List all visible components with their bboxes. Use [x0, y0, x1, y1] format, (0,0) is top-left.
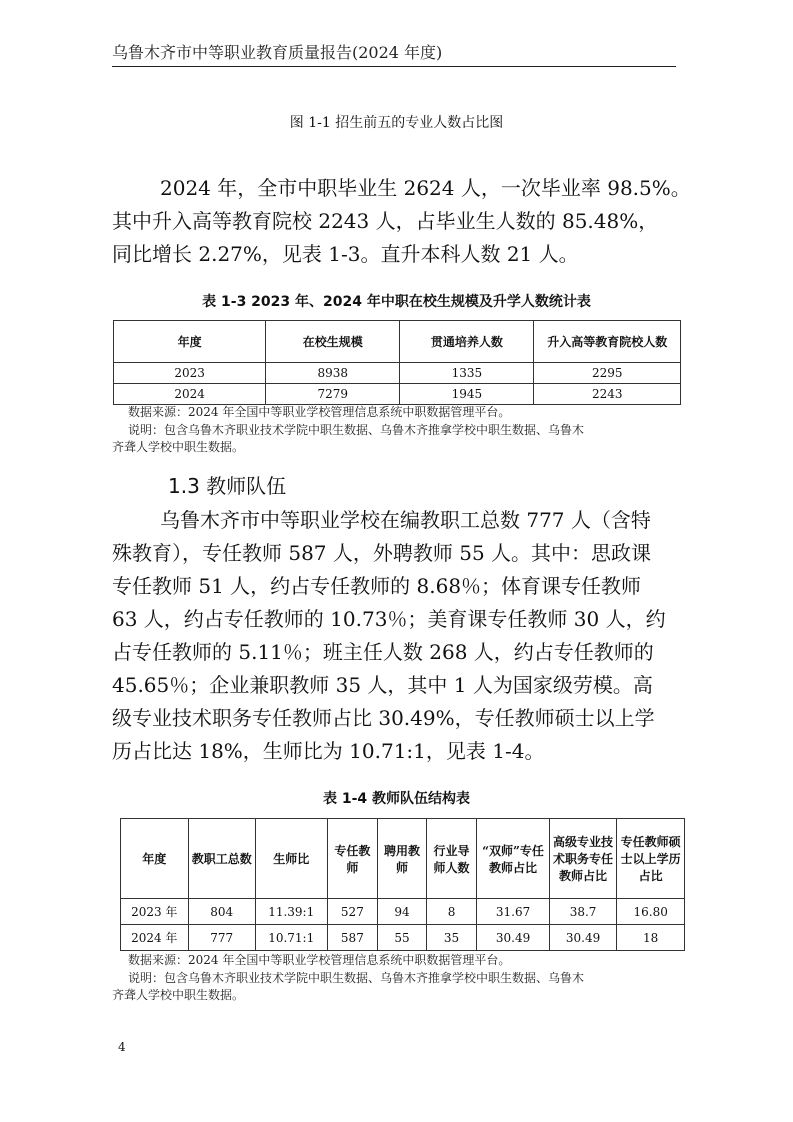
- note-line: 说明：包含乌鲁木齐职业技术学院中职生数据、乌鲁木齐推拿学校中职生数据、乌鲁木: [128, 971, 585, 985]
- cell: 587: [327, 925, 378, 951]
- table-row: [114, 363, 681, 384]
- cell: 11.39:1: [255, 899, 327, 925]
- col-header-higher-education: 升入高等教育院校人数: [534, 321, 681, 363]
- col-header-masters-degree: 专任教师硕士以上学历占比: [617, 819, 685, 899]
- table-row: [121, 899, 685, 925]
- cell: 7279: [266, 384, 400, 405]
- table-row: [121, 925, 685, 951]
- cell: 2243: [534, 384, 681, 405]
- col-header-dual-teachers: “双师”专任教师占比: [477, 819, 549, 899]
- cell: 527: [327, 899, 378, 925]
- paragraph-line: 级专业技术职务专任教师占比 30.49%，专任教师硕士以上学: [112, 706, 655, 730]
- cell: 2295: [534, 363, 681, 384]
- table-1-4-title: 表 1-4 教师队伍结构表: [322, 791, 471, 807]
- note-line: 齐聋人学校中职生数据。: [112, 988, 245, 1002]
- table-header-row: [114, 321, 681, 363]
- cell: 94: [378, 899, 427, 925]
- table-1-3-title: 表 1-3 2023 年、2024 年中职在校生规模及升学人数统计表: [202, 294, 591, 310]
- col-header-senior-title: 高级专业技术职务专任教师占比: [549, 819, 617, 899]
- col-header-through-training: 贯通培养人数: [400, 321, 534, 363]
- cell: 2024: [114, 384, 266, 405]
- table-1-3-source: 数据来源：2024 年全国中等职业学校管理信息系统中职数据管理平台。: [128, 405, 511, 419]
- col-header-full-time-teachers: 专任教师: [327, 819, 378, 899]
- cell: 777: [188, 925, 255, 951]
- cell: 38.7: [549, 899, 617, 925]
- col-header-year: 年度: [121, 819, 189, 899]
- section-heading: 1.3 教师队伍: [168, 474, 287, 498]
- col-header-year: 年度: [114, 321, 266, 363]
- col-header-staff-total: 教职工总数: [188, 819, 255, 899]
- paragraph-line: 专任教师 51 人，约占专任教师的 8.68％；体育课专任教师: [112, 574, 642, 598]
- cell: 8: [426, 899, 477, 925]
- figure-caption: 图 1-1 招生前五的专业人数占比图: [289, 115, 504, 131]
- paragraph-line: 乌鲁木齐市中等职业学校在编教职工总数 777 人（含特: [160, 508, 651, 532]
- cell: 804: [188, 899, 255, 925]
- cell: 31.67: [477, 899, 549, 925]
- paragraph-line: 其中升入高等教育院校 2243 人，占毕业生人数的 85.48%，: [112, 209, 659, 233]
- cell: 10.71:1: [255, 925, 327, 951]
- cell: 35: [426, 925, 477, 951]
- table-1-4: [120, 818, 685, 951]
- paragraph-line: 63 人，约占专任教师的 10.73％；美育课专任教师 30 人，约: [112, 607, 666, 631]
- cell: 1335: [400, 363, 534, 384]
- cell: 2023 年: [121, 899, 189, 925]
- paragraph-line: 殊教育），专任教师 587 人，外聘教师 55 人。其中：思政课: [112, 541, 652, 565]
- col-header-industry-mentors: 行业导师人数: [426, 819, 477, 899]
- graduation-paragraph: [112, 172, 691, 271]
- header-divider: [112, 66, 676, 67]
- cell: 2024 年: [121, 925, 189, 951]
- table-1-4-source: 数据来源：2024 年全国中等职业学校管理信息系统中职数据管理平台。: [128, 953, 511, 967]
- col-header-hired-teachers: 聘用教师: [378, 819, 427, 899]
- note-line: 说明：包含乌鲁木齐职业技术学院中职生数据、乌鲁木齐推拿学校中职生数据、乌鲁木: [128, 423, 585, 437]
- paragraph-line: 占专任教师的 5.11％；班主任人数 268 人，约占专任教师的: [112, 640, 654, 664]
- page-number: 4: [118, 1040, 126, 1054]
- cell: 1945: [400, 384, 534, 405]
- cell: 2023: [114, 363, 266, 384]
- running-header: 乌鲁木齐市中等职业教育质量报告(2024 年度): [112, 43, 443, 62]
- paragraph-line: 2024 年，全市中职毕业生 2624 人，一次毕业率 98.5%。: [160, 176, 691, 200]
- table-1-3-note: [112, 422, 681, 456]
- cell: 16.80: [617, 899, 685, 925]
- table-1-3: [113, 320, 681, 405]
- cell: 18: [617, 925, 685, 951]
- col-header-enrollment: 在校生规模: [266, 321, 400, 363]
- col-header-student-teacher-ratio: 生师比: [255, 819, 327, 899]
- table-header-row: [121, 819, 685, 899]
- paragraph-line: 同比增长 2.27%，见表 1-3。直升本科人数 21 人。: [112, 242, 579, 266]
- cell: 55: [378, 925, 427, 951]
- teacher-paragraph: [112, 504, 681, 768]
- cell: 8938: [266, 363, 400, 384]
- note-line: 齐聋人学校中职生数据。: [112, 440, 245, 454]
- cell: 30.49: [549, 925, 617, 951]
- table-row: [114, 384, 681, 405]
- paragraph-line: 45.65％；企业兼职教师 35 人，其中 1 人为国家级劳模。高: [112, 673, 653, 697]
- table-1-4-note: [112, 970, 681, 1004]
- cell: 30.49: [477, 925, 549, 951]
- paragraph-line: 历占比达 18%，生师比为 10.71:1，见表 1-4。: [112, 739, 545, 763]
